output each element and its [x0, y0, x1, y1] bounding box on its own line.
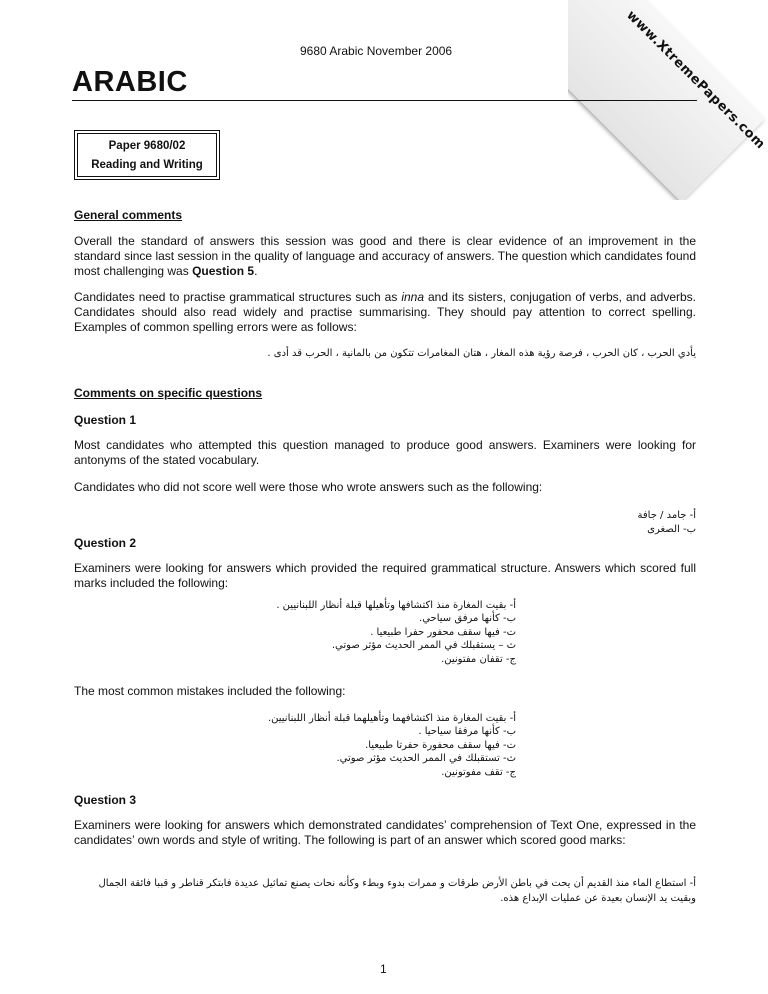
general-p2-italic: inna	[401, 290, 425, 304]
question-3-heading: Question 3	[74, 793, 137, 807]
title-rule	[72, 100, 697, 101]
general-p2-text: Candidates need to practise grammatical structures such as	[74, 290, 402, 304]
spelling-errors-arabic: يأدي الحرب ، كان الحرب ، فرصة رؤية هذه المغار ، هتان المغامرات تتكون من بالمانية ، الحرب قد أدى .	[267, 348, 696, 359]
q2-paragraph-1: Examiners were looking for answers which provided the required grammatical structure. Answers which scored full marks included the following:	[74, 561, 696, 590]
paper-name: Reading and Writing	[91, 159, 203, 171]
general-p1-end: .	[254, 264, 258, 278]
question-1-heading: Question 1	[74, 413, 137, 427]
q3-paragraph-1: Examiners were looking for answers which demonstrated candidates’ comprehension of Text One, expressed in the candidates’ own words and style of writing. The following is part of an answer which scored good marks:	[74, 818, 696, 847]
specific-comments-heading: Comments on specific questions	[74, 386, 263, 400]
q2-paragraph-2: The most common mistakes included the following:	[74, 684, 346, 698]
q2-correct-item: أ- بقيت المغارة منذ اكتشافها وتأهيلها قبلة أنظار اللبنانيين .	[276, 600, 516, 611]
q1-arabic-line-1: أ- جامد / جافة	[637, 510, 696, 521]
q1-paragraph-2: Candidates who did not score well were those who wrote answers such as the following:	[74, 480, 543, 494]
q1-paragraph-1: Most candidates who attempted this question managed to produce good answers. Examiners were looking for antonyms of the stated vocabulary.	[74, 438, 696, 467]
q2-correct-item: ت- فيها سقف محفور حفرا طبيعيا .	[370, 626, 516, 638]
paper-info-box	[74, 130, 220, 180]
q3-arabic-answer: أ- استطاع الماء منذ القديم أن يحت في باطن الأرض طرقات و ممرات بدوء وبطء وكأنه نحات يصنع تماثيل عديدة فابتكر قناطر و قببا فائقة الجمال وبقيت يد الإنسان بعيدة عن عمليات الإبداع هذه.	[98, 878, 696, 904]
paper-info-inner	[77, 133, 217, 177]
watermark-text: www.XtremePapers.com	[623, 7, 768, 153]
general-paragraph-1	[74, 234, 696, 279]
general-p1-text: Overall the standard of answers this session was good and there is clear evidence of an improvement in the standard since last session in the quality of language and accuracy of answers. The question which candidates found most challenging was	[74, 234, 696, 278]
page-number: 1	[380, 962, 387, 976]
question-2-heading: Question 2	[74, 536, 137, 550]
document-title: ARABIC	[72, 66, 188, 98]
general-p1-bold: Question 5	[192, 264, 255, 278]
q2-correct-item: ث – يستقبلك في الممر الحديث مؤثر صوتي.	[331, 640, 516, 652]
general-p2-end: and its sisters, conjugation of verbs, and adverbs. Candidates should also read widely and practise summarising. They should pay attention to correct spelling. Examples of common spelling errors were as follows:	[74, 290, 696, 334]
q2-correct-item: ج- تقفان مفتونين.	[441, 653, 516, 665]
q2-mistake-item: أ- بقيت المغارة منذ اكتشافهما وتأهيلهما قبلة أنظار اللبنانيين.	[267, 713, 516, 724]
q2-correct-item: ب- كأنها مرفق سياحي.	[419, 613, 516, 625]
q2-mistake-item: ج- تقف مفوتونين.	[441, 766, 516, 778]
q1-arabic-line-2: ب- الصغرى	[647, 524, 696, 535]
q2-mistake-item: ب- كأنها مرفقا سياحيا .	[418, 726, 516, 738]
paper-code: Paper 9680/02	[108, 140, 186, 152]
q2-mistake-item: ت- فيها سقف محفورة حفرتا طبيعيا.	[365, 739, 516, 751]
general-comments-heading: General comments	[74, 208, 183, 222]
running-header: 9680 Arabic November 2006	[300, 44, 453, 58]
q2-mistakes	[268, 712, 516, 779]
general-paragraph-2	[74, 290, 696, 335]
q2-mistake-item: ث- تستقبلك في الممر الحديث مؤثر صوتي.	[336, 753, 516, 765]
q2-correct-answers	[276, 599, 516, 666]
